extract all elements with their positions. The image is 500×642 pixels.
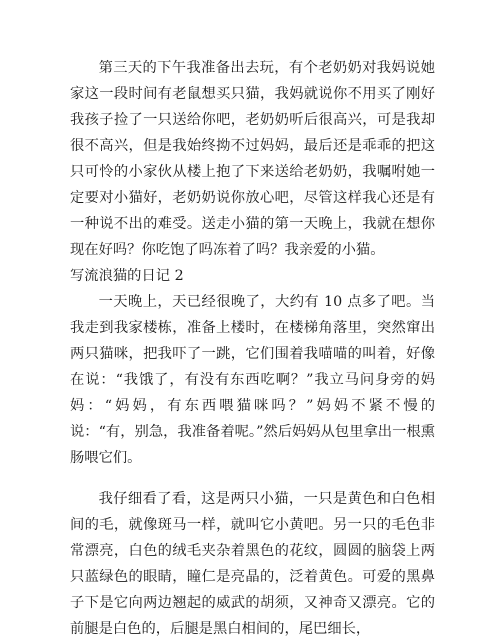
document-body xyxy=(70,55,435,642)
diary-paragraph-2: 一天晚上，天已经很晚了，大约有 10 点多了吧。当我走到我家楼栋，准备上楼时，在楼梯角落里，突然窜出两只猫咪，把我吓了一跳，它们围着我喵喵的叫着，好像在说：“我饿了，有没有东西吃啊？”我立马问身旁的妈妈：“妈妈，有东西喂猫咪吗？”妈妈不紧不慢的说：“有，别急，我准备着呢。”然后妈妈从包里拿出一根熏肠喂它们。 xyxy=(70,294,435,466)
section-title: 写流浪猫的日记 2 xyxy=(70,268,184,284)
diary-paragraph-1: 第三天的下午我准备出去玩，有个老奶奶对我妈说她家这一段时间有老鼠想买只猫，我妈就说你不用买了刚好我孩子捡了一只送给你吧，老奶奶听后很高兴，可是我却很不高兴，但是我始终拗不过妈妈，最后还是乖乖的把这只可怜的小家伙从楼上抱了下来送给老奶奶，我嘱咐她一定要对小猫好，老奶奶说你放心吧，尽管这样我心还是有一种说不出的难受。送走小猫的第一天晚上，我就在想你现在好吗？你吃饱了吗冻着了吗？我亲爱的小猫。 xyxy=(70,60,435,258)
diary-paragraph-3: 我仔细看了看，这是两只小猫，一只是黄色和白色相间的毛，就像斑马一样，就叫它小黄吧。另一只的毛色非常漂亮，白色的绒毛夹杂着黑色的花纹，圆圆的脑袋上两只蓝绿色的眼睛，瞳仁是亮晶的，泛着黄色。可爱的黑鼻子下是它向两边翘起的威武的胡须，又神奇又漂亮。它的前腿是白色的，后腿是黑白相间的，尾巴细长， xyxy=(70,491,435,637)
